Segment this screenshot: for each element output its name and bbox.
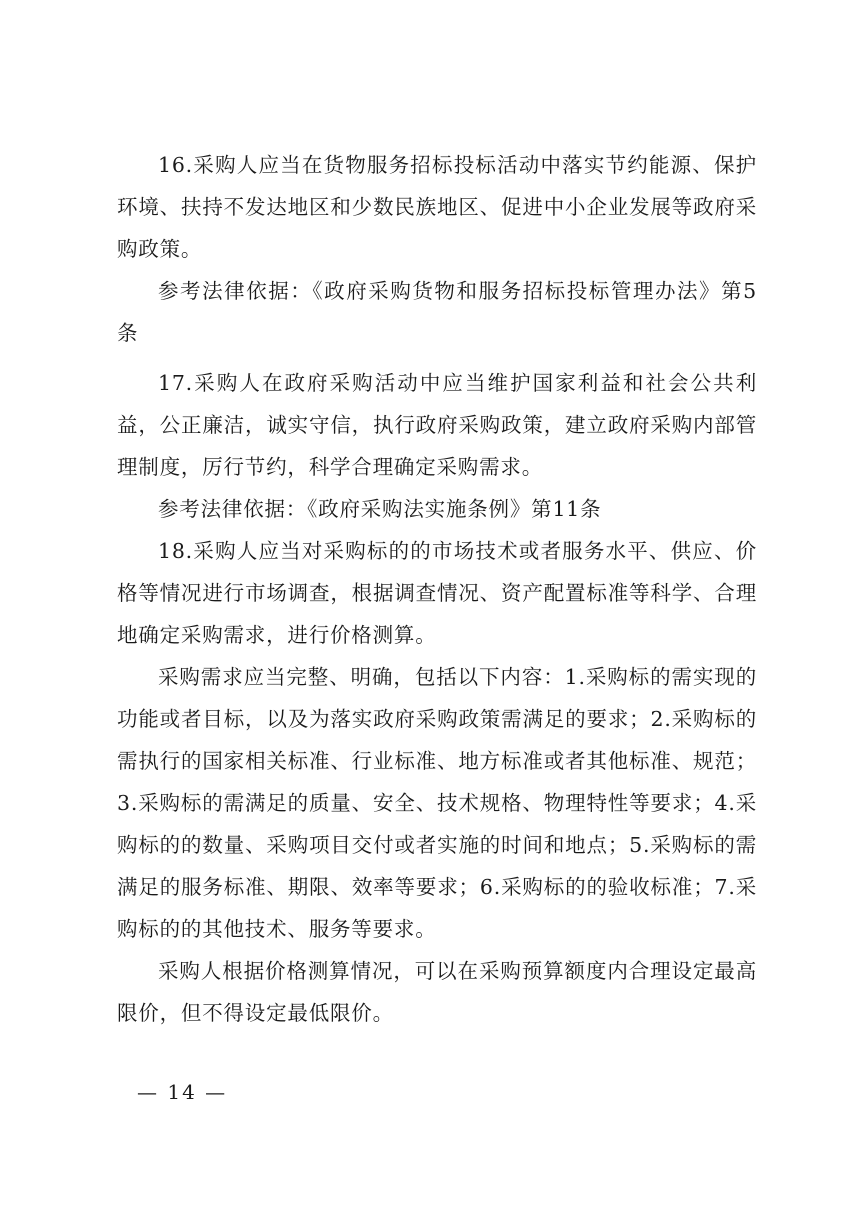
document-body <box>117 144 757 1034</box>
paragraph-item-17: 17.采购人在政府采购活动中应当维护国家利益和社会公共利益，公正廉洁，诚实守信，执行政府采购政策，建立政府采购内部管理制度，厉行节约，科学合理确定采购需求。 <box>117 371 757 479</box>
paragraph-legal-basis-16: 参考法律依据：《政府采购货物和服务招标投标管理办法》第5条 <box>117 279 757 345</box>
paragraph-item-18: 18.采购人应当对采购标的的市场技术或者服务水平、供应、价格等情况进行市场调查，根据调查情况、资产配置标准等科学、合理地确定采购需求，进行价格测算。 <box>117 539 757 647</box>
paragraph-price-limit: 采购人根据价格测算情况，可以在采购预算额度内合理设定最高限价，但不得设定最低限价。 <box>117 959 757 1025</box>
paragraph-legal-basis-17: 参考法律依据：《政府采购法实施条例》第11条 <box>158 497 602 521</box>
paragraph-procurement-requirements: 采购需求应当完整、明确，包括以下内容：1.采购标的需实现的功能或者目标，以及为落实政府采购政策需满足的要求；2.采购标的需执行的国家相关标准、行业标准、地方标准或者其他标准、规范；3.采购标的需满足的质量、安全、技术规格、物理特性等要求；4.采购标的的数量、采购项目交付或者实施的时间和地点；5.采购标的需满足的服务标准、期限、效率等要求；6.采购标的的验收标准；7.采购标的的其他技术、服务等要求。 <box>117 665 757 941</box>
page-number: — 14 — <box>137 1080 228 1104</box>
paragraph-item-16: 16.采购人应当在货物服务招标投标活动中落实节约能源、保护环境、扶持不发达地区和少数民族地区、促进中小企业发展等政府采购政策。 <box>117 153 757 261</box>
